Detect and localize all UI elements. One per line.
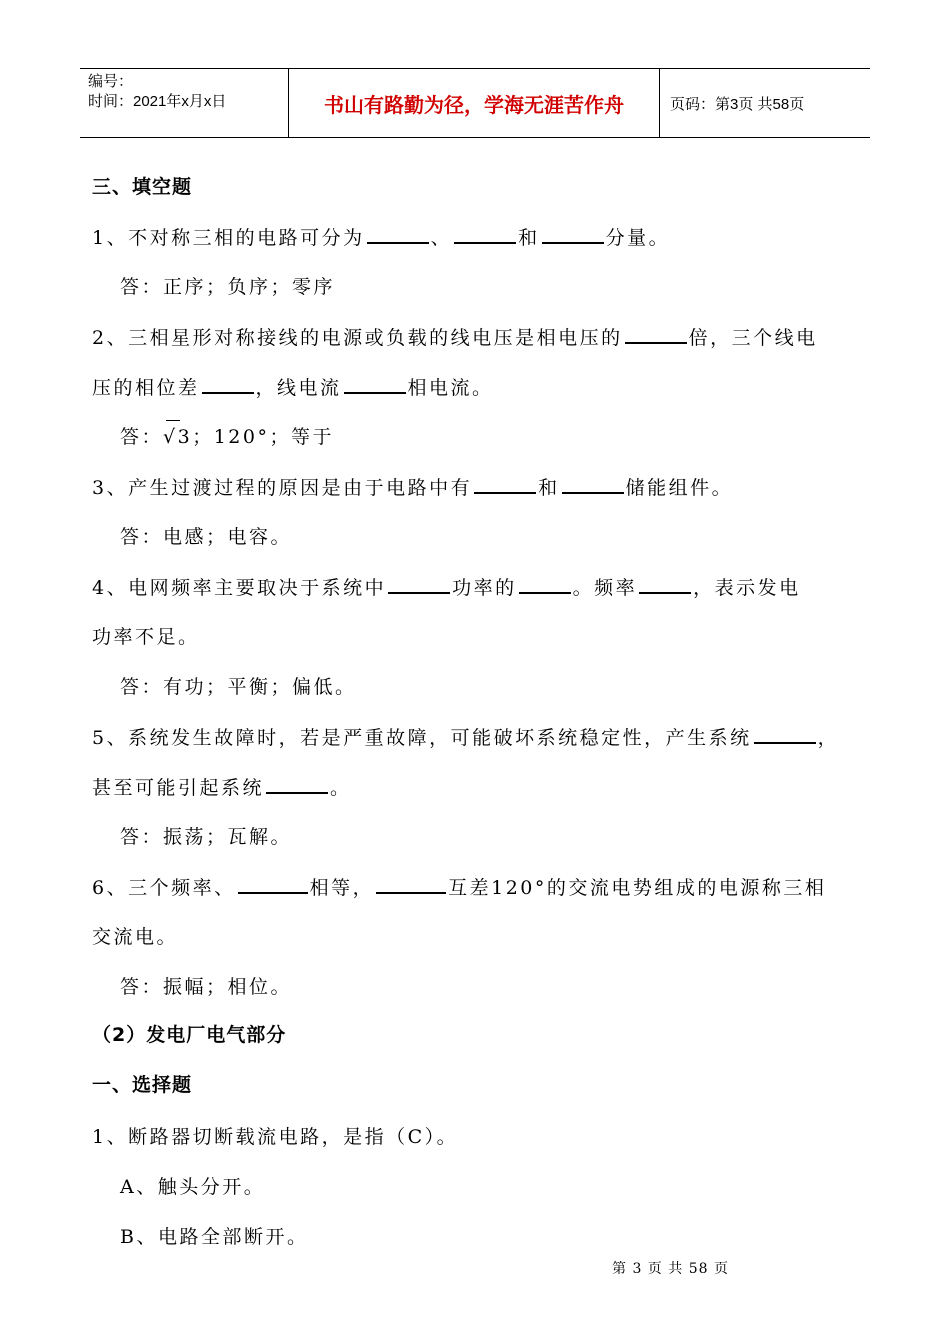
sqrt-symbol: √ <box>163 426 178 448</box>
choice-question-1: 1、断路器切断载流电路，是指（C）。 <box>92 1126 459 1148</box>
answer-1: 答：正序；负序；零序 <box>120 276 336 298</box>
question-5-line-1 <box>92 722 839 750</box>
blank <box>202 372 254 394</box>
blank <box>367 222 429 244</box>
blank <box>519 572 571 594</box>
blank <box>388 572 450 594</box>
answer-6: 答：振幅；相位。 <box>120 976 293 998</box>
blank <box>454 222 516 244</box>
time-label: 时间：2021年x月x日 <box>88 93 227 110</box>
q5-text-c: 甚至可能引起系统 <box>92 777 265 799</box>
header-page-label: 页码：第3页 共58页 <box>670 95 805 113</box>
q3-text-b: 和 <box>538 477 560 499</box>
q6-text-b: 相等， <box>309 877 375 899</box>
question-1 <box>92 222 670 250</box>
answer-4: 答：有功；平衡；偏低。 <box>120 676 357 698</box>
section-title-fill-blank: 三、填空题 <box>92 176 193 198</box>
blank <box>754 722 816 744</box>
q4-text-a: 4、电网频率主要取决于系统中 <box>92 577 387 599</box>
blank <box>238 872 308 894</box>
q5-text-a: 5、系统发生故障时，若是严重故障，可能破坏系统稳定性，产生系统 <box>92 727 752 749</box>
a2-rest: 3；120°；等于 <box>177 426 334 448</box>
blank <box>625 322 687 344</box>
page-footer: 第 3 页 共 58 页 <box>612 1261 729 1277</box>
q1-text-c: 和 <box>518 227 540 249</box>
answer-2 <box>120 422 334 449</box>
header-motto: 书山有路勤为径，学海无涯苦作舟 <box>289 69 660 137</box>
q2-text-e: 相电流。 <box>407 377 494 399</box>
blank <box>474 472 536 494</box>
question-2-line-2 <box>92 372 494 400</box>
q2-text-b: 倍，三个线电 <box>688 327 818 349</box>
q2-text-c: 压的相位差 <box>92 377 200 399</box>
blank <box>562 472 624 494</box>
q3-text-a: 3、产生过渡过程的原因是由于电路中有 <box>92 477 473 499</box>
question-4-line-2: 功率不足。 <box>92 626 200 648</box>
q1-text-a: 1、不对称三相的电路可分为 <box>92 227 365 249</box>
answer-3: 答：电感；电容。 <box>120 526 293 548</box>
q2-text-a: 2、三相星形对称接线的电源或负载的线电压是相电压的 <box>92 327 623 349</box>
q5-text-d: 。 <box>330 777 352 799</box>
q4-text-b: 功率的 <box>452 577 517 599</box>
q6-text-a: 6、三个频率、 <box>92 877 236 899</box>
q4-text-d: ，表示发电 <box>693 577 801 599</box>
question-3 <box>92 472 733 500</box>
choice-option-b: B、电路全部断开。 <box>120 1226 309 1248</box>
blank <box>376 872 446 894</box>
q4-text-c: 。频率 <box>572 577 638 599</box>
blank <box>639 572 691 594</box>
question-6-line-1 <box>92 872 826 900</box>
question-4-line-1 <box>92 572 801 600</box>
page-header <box>80 68 870 138</box>
q6-text-c: 互差120°的交流电势组成的电源称三相 <box>448 877 827 899</box>
section-title-choice: 一、选择题 <box>92 1074 193 1096</box>
question-6-line-2: 交流电。 <box>92 926 179 948</box>
question-2-line-1 <box>92 322 818 350</box>
q3-text-c: 储能组件。 <box>625 477 734 499</box>
a2-prefix: 答： <box>120 426 164 448</box>
part-title: （2）发电厂电气部分 <box>92 1024 287 1046</box>
q1-text-d: 分量。 <box>605 227 671 249</box>
blank <box>344 372 406 394</box>
blank <box>542 222 604 244</box>
question-5-line-2 <box>92 772 352 800</box>
q1-text-b: 、 <box>430 227 453 249</box>
answer-5: 答：振荡；瓦解。 <box>120 826 293 848</box>
q5-text-b: ， <box>817 727 840 749</box>
header-left-cell <box>80 69 289 137</box>
q2-text-d: ，线电流 <box>255 377 342 399</box>
choice-option-a: A、触头分开。 <box>120 1176 266 1198</box>
blank <box>266 772 328 794</box>
number-label: 编号： <box>88 73 134 90</box>
